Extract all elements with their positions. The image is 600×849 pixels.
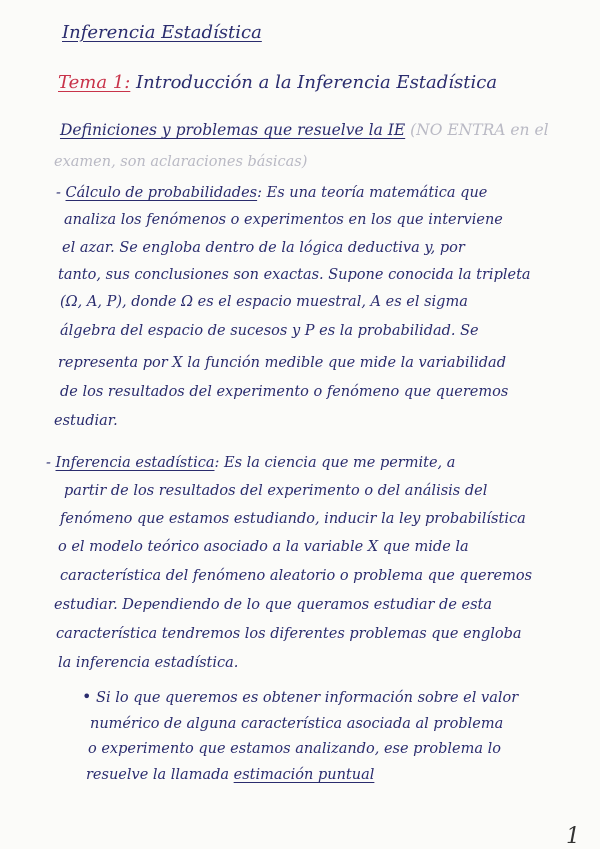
- calculo-term: Cálculo de probabilidades: [65, 185, 258, 201]
- section-heading: Definiciones y problemas que resuelve la IE: [60, 121, 406, 139]
- inferencia-line-6: estudiar. Dependiendo de lo que queramos estudiar de esta: [54, 597, 493, 613]
- topic-label: Tema 1:: [58, 72, 131, 93]
- bullet-term: estimación puntual: [233, 767, 375, 783]
- faint-note-2: examen, son aclaraciones básicas): [54, 154, 308, 170]
- calculo-line-1: : Es una teoría matemática que: [257, 185, 488, 201]
- calculo-first-line: [56, 186, 487, 201]
- inferencia-line-8: la inferencia estadística.: [58, 655, 239, 671]
- bullet-marker: •: [82, 687, 92, 706]
- inferencia-dash: -: [46, 455, 51, 471]
- inferencia-line-4: o el modelo teórico asociado a la variable X que mide la: [58, 539, 469, 555]
- calculo-line-2: analiza los fenómenos o experimentos en los que interviene: [64, 212, 503, 228]
- page-number: 1: [566, 824, 580, 849]
- calculo-dash: -: [56, 185, 61, 201]
- inferencia-line-2: partir de los resultados del experimento o del análisis del: [64, 483, 488, 499]
- inferencia-line-3: fenómeno que estamos estudiando, inducir la ley probabilística: [60, 511, 526, 527]
- calculo-line-8: de los resultados del experimento o fenómeno que queremos: [60, 384, 509, 400]
- section-heading-line: [60, 123, 549, 139]
- bullet-last-line: [86, 768, 374, 783]
- topic-line: [58, 74, 497, 92]
- calculo-line-3: el azar. Se engloba dentro de la lógica deductiva y, por: [62, 240, 465, 256]
- calculo-line-9: estudiar.: [54, 413, 118, 429]
- calculo-line-7: representa por X la función medible que mide la variabilidad: [58, 355, 506, 371]
- bullet-line-1: Si lo que queremos es obtener información sobre el valor: [96, 690, 519, 706]
- calculo-line-4: tanto, sus conclusiones son exactas. Supone conocida la tripleta: [58, 267, 531, 283]
- inferencia-line-7: característica tendremos los diferentes problemas que engloba: [56, 626, 522, 642]
- calculo-line-5: (Ω, A, P), donde Ω es el espacio muestral, A es el sigma: [60, 294, 468, 310]
- inferencia-line-5: característica del fenómeno aleatorio o problema que queremos: [60, 568, 533, 584]
- inferencia-first-line: [46, 456, 455, 471]
- bullet-line-4: resuelve la llamada: [86, 767, 230, 783]
- bullet-line-2: numérico de alguna característica asociada al problema: [90, 716, 504, 732]
- faint-note-1: (NO ENTRA en el: [410, 121, 549, 139]
- calculo-line-6: álgebra del espacio de sucesos y P es la probabilidad. Se: [60, 323, 479, 339]
- inferencia-line-1: : Es la ciencia que me permite, a: [214, 455, 456, 471]
- inferencia-term: Inferencia estadística: [55, 455, 215, 471]
- topic-text: Introducción a la Inferencia Estadística: [136, 72, 498, 93]
- page-title: Inferencia Estadística: [62, 22, 262, 43]
- bullet-line-3: o experimento que estamos analizando, ese problema lo: [88, 741, 501, 757]
- bullet-first-line: [82, 689, 518, 706]
